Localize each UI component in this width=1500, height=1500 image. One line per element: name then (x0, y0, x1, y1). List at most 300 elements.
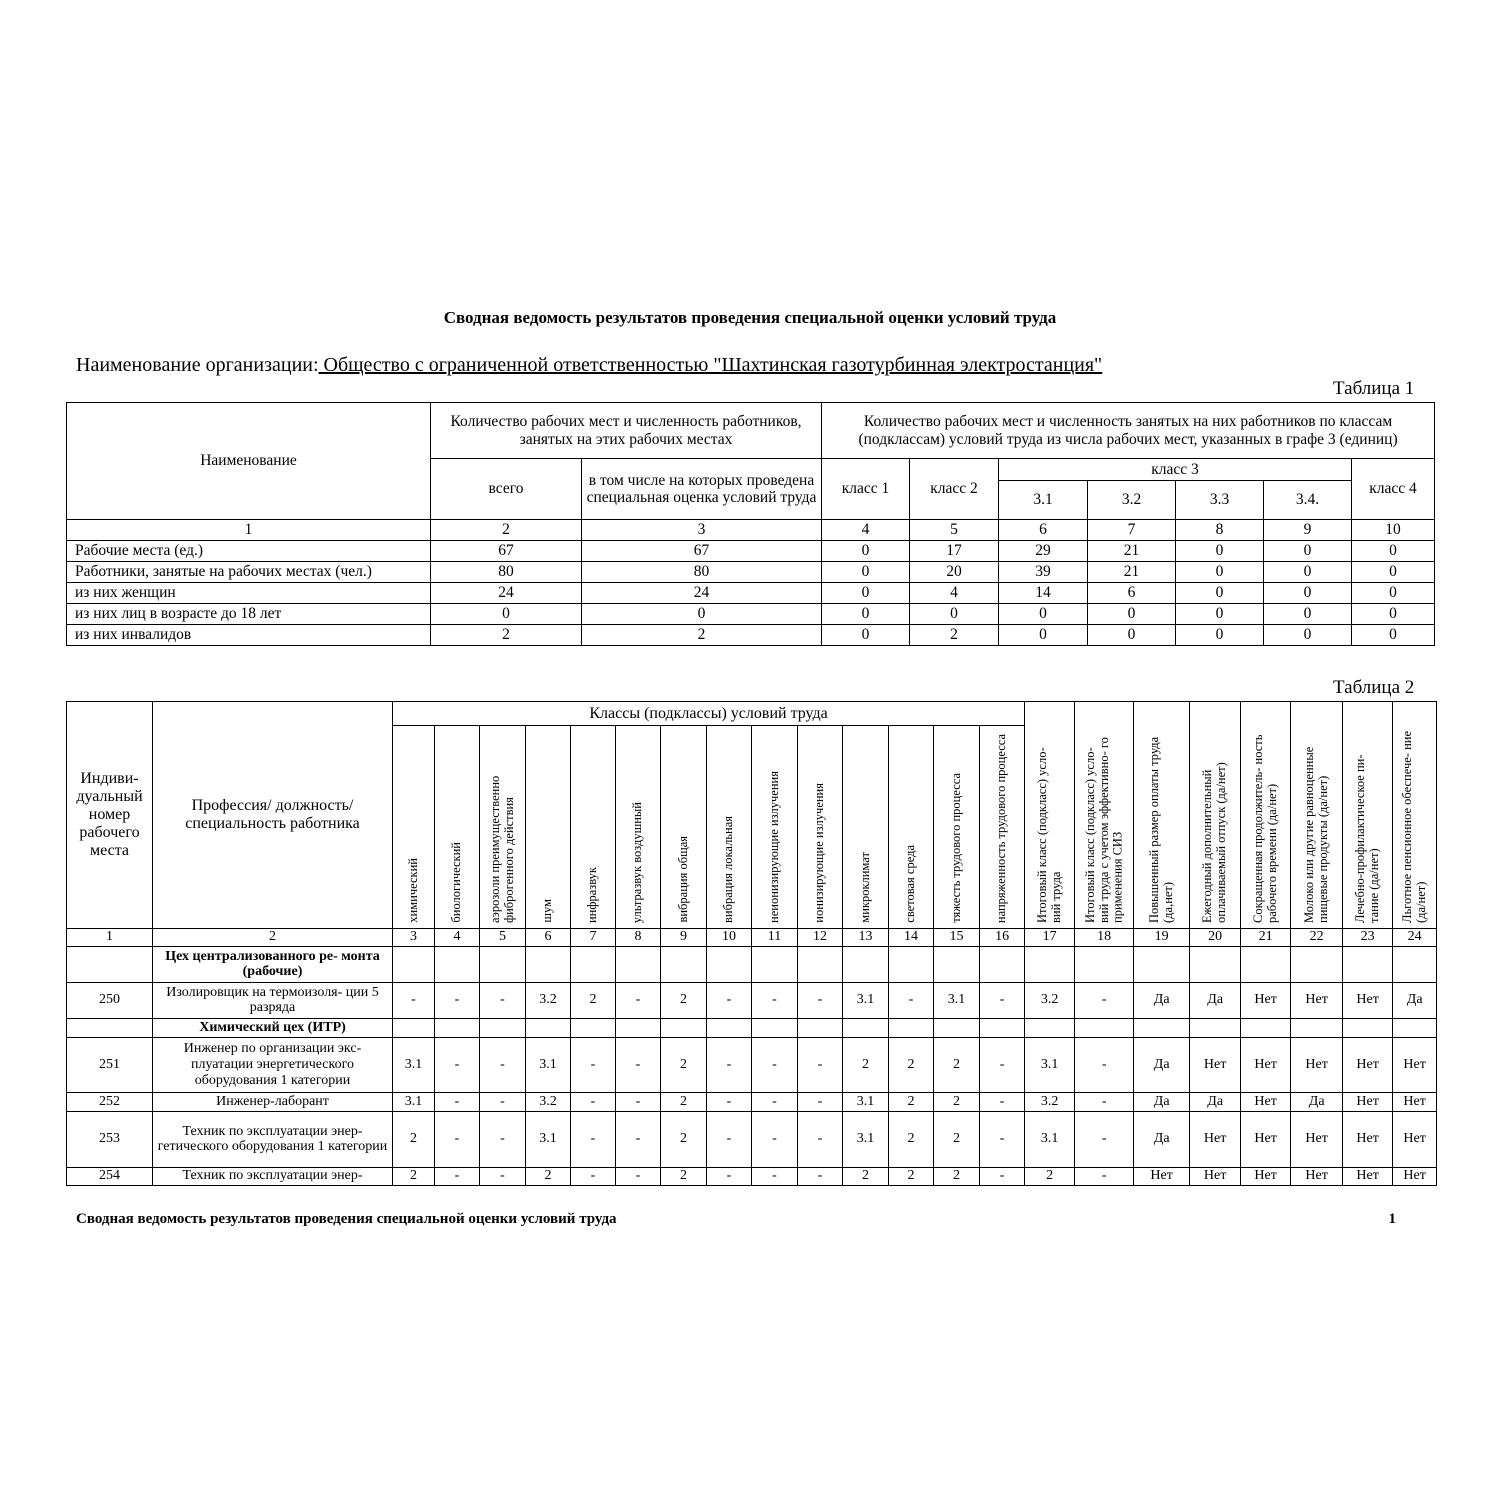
t2-cell: - (616, 1092, 661, 1111)
t2-cell: - (707, 1092, 752, 1111)
t2-cell: Нет (1343, 1092, 1393, 1111)
t2-cell: - (1075, 1092, 1134, 1111)
t2-header-factor (798, 726, 843, 929)
t2-cell: Нет (1241, 1092, 1291, 1111)
footer-text: Сводная ведомость результатов проведения специальной оценки условий труда (76, 1211, 617, 1227)
t1-col-number: 1 (67, 520, 431, 541)
t2-cell: - (393, 982, 435, 1018)
t2-cell: - (752, 1167, 798, 1185)
t2-empty-cell (889, 1018, 934, 1037)
t2-cell: Да (1291, 1092, 1343, 1111)
t2-cell: - (1075, 982, 1134, 1018)
t2-cell: - (1075, 1167, 1134, 1185)
t2-empty-cell (980, 1018, 1025, 1037)
t2-empty-cell (707, 946, 752, 982)
t1-cell: 0 (822, 583, 910, 604)
t1-cell: 0 (1176, 562, 1264, 583)
t2-cell: Нет (1393, 1111, 1437, 1167)
t1-cell: 67 (582, 541, 822, 562)
t2-data-row (67, 1092, 1437, 1111)
t2-section-row (67, 946, 1437, 982)
t2-cell: 3.2 (1025, 1092, 1075, 1111)
t2-col-number: 4 (435, 928, 480, 946)
t2-cell: 2 (571, 982, 616, 1018)
t2-cell: - (480, 1167, 526, 1185)
t1-cell: 0 (1264, 541, 1352, 562)
t1-cell: 0 (1352, 604, 1435, 625)
t2-col-number: 20 (1190, 928, 1241, 946)
t2-cell: - (798, 1167, 843, 1185)
t2-cell: - (1075, 1111, 1134, 1167)
t2-header-factor-label: ультразвук воздушный (630, 801, 645, 923)
t2-cell: - (798, 1037, 843, 1092)
t2-cell: Нет (1343, 1037, 1393, 1092)
t2-col-number: 3 (393, 928, 435, 946)
t2-cell: 3.1 (526, 1111, 571, 1167)
t2-cell: 3.1 (843, 1111, 889, 1167)
t2-header-factor (616, 726, 661, 929)
t2-col-number: 17 (1025, 928, 1075, 946)
t1-row-name: Работники, занятые на рабочих местах (чел.) (67, 562, 431, 583)
t2-header-factor-label: вибрация локальная (721, 816, 736, 923)
t2-header-factor (661, 726, 707, 929)
t2-empty-cell (889, 946, 934, 982)
t2-cell: 2 (889, 1111, 934, 1167)
t2-cell: Нет (1190, 1111, 1241, 1167)
t2-header-factor (393, 726, 435, 929)
t1-cell: 0 (1176, 541, 1264, 562)
t2-empty-cell (1075, 1018, 1134, 1037)
t2-empty-cell (1134, 946, 1190, 982)
t2-cell: Да (1190, 1092, 1241, 1111)
t2-cell: 2 (661, 1111, 707, 1167)
t2-col-number: 19 (1134, 928, 1190, 946)
t1-row (67, 583, 1435, 604)
t2-header-factor (480, 726, 526, 929)
workplace-table (66, 701, 1437, 1186)
t1-header-3-2: 3.2 (1088, 481, 1176, 520)
t1-cell: 67 (431, 541, 582, 562)
t1-row (67, 541, 1435, 562)
t1-col-number: 10 (1352, 520, 1435, 541)
t2-workplace-id: 254 (67, 1167, 153, 1185)
t2-workplace-id: 252 (67, 1092, 153, 1111)
t1-body (67, 541, 1435, 646)
t2-cell: 2 (934, 1167, 980, 1185)
t2-header-factor (843, 726, 889, 929)
t2-data-row (67, 1037, 1437, 1092)
t2-cell: - (616, 1111, 661, 1167)
t2-empty-cell (1190, 1018, 1241, 1037)
t2-empty-cell (616, 946, 661, 982)
t2-col-number: 2 (153, 928, 393, 946)
t2-col-number: 11 (752, 928, 798, 946)
t2-cell: 3.1 (843, 1092, 889, 1111)
t2-cell: Нет (1343, 1167, 1393, 1185)
t2-cell: 3.1 (843, 982, 889, 1018)
t2-col-number: 7 (571, 928, 616, 946)
t2-header-factor-label: микроклимат (857, 852, 872, 923)
t2-cell: - (707, 1167, 752, 1185)
t2-header-factor-label: химический (405, 858, 420, 923)
t2-col-number: 13 (843, 928, 889, 946)
t2-cell: Нет (1291, 1111, 1343, 1167)
t2-cell: - (798, 1092, 843, 1111)
t1-cell: 0 (1352, 562, 1435, 583)
t2-header-extra-label: Лечебно-профилактическое пи- тание (да/нет) (1352, 754, 1381, 923)
t2-empty-cell (934, 1018, 980, 1037)
t1-cell: 2 (910, 625, 999, 646)
t1-cell: 0 (1176, 625, 1264, 646)
t2-cell: 3.1 (393, 1037, 435, 1092)
t1-header-name: Наименование (67, 403, 431, 520)
t1-cell: 2 (431, 625, 582, 646)
t2-cell: Нет (1393, 1037, 1437, 1092)
t1-cell: 0 (1264, 562, 1352, 583)
t2-empty-cell (435, 1018, 480, 1037)
t2-cell: - (980, 1111, 1025, 1167)
t2-empty-cell (1025, 1018, 1075, 1037)
t2-header-factor (889, 726, 934, 929)
t2-empty-cell (435, 946, 480, 982)
t2-header-factor (571, 726, 616, 929)
t2-cell: Нет (1393, 1092, 1437, 1111)
t2-empty-cell (480, 1018, 526, 1037)
t2-cell: Нет (1343, 982, 1393, 1018)
t1-row (67, 625, 1435, 646)
t1-cell: 0 (1176, 583, 1264, 604)
t2-section-row (67, 1018, 1437, 1037)
t2-cell: - (480, 982, 526, 1018)
t2-cell: 3.1 (934, 982, 980, 1018)
t2-cell: 3.2 (1025, 982, 1075, 1018)
t2-header-factor-label: вибрация общая (675, 836, 690, 923)
t2-cell: - (571, 1092, 616, 1111)
t2-col-number: 22 (1291, 928, 1343, 946)
t2-col-number: 14 (889, 928, 934, 946)
organization-line (76, 354, 1102, 377)
t2-header-extra (1190, 702, 1241, 929)
t2-cell: - (571, 1111, 616, 1167)
t1-cell: 80 (582, 562, 822, 583)
t2-header-factor-label: ионизирующие излучения (812, 783, 827, 923)
t1-header-3-1: 3.1 (999, 481, 1088, 520)
t2-data-row (67, 1167, 1437, 1185)
t2-cell: - (435, 1167, 480, 1185)
t1-cell: 4 (910, 583, 999, 604)
t2-workplace-id: 251 (67, 1037, 153, 1092)
t2-empty-cell (843, 1018, 889, 1037)
t2-profession: Изолировщик на термоизоля- ции 5 разряда (153, 982, 393, 1018)
t1-header-total: всего (431, 459, 582, 520)
t1-cell: 0 (582, 604, 822, 625)
t2-cell: - (707, 1037, 752, 1092)
t2-col-number: 15 (934, 928, 980, 946)
t2-empty-cell (1075, 946, 1134, 982)
t2-header-profession: Профессия/ должность/ специальность работника (153, 702, 393, 929)
t2-cell: - (616, 982, 661, 1018)
t2-header-factor-label: шум (540, 899, 555, 923)
t2-empty-cell (393, 946, 435, 982)
t1-row-name: из них женщин (67, 583, 431, 604)
organization-name: Общество с ограниченной ответственностью "Шахтинская газотурбинная электростанция" (318, 354, 1103, 376)
t1-header-3-4: 3.4. (1264, 481, 1352, 520)
t2-header-factor-label: напряженность трудового процесса (994, 733, 1009, 923)
t2-cell: 2 (661, 1167, 707, 1185)
t2-profession: Инженер по организации экс- плуатации энергетического оборудования 1 категории (153, 1037, 393, 1092)
t2-header-factor (934, 726, 980, 929)
t2-empty-cell (616, 1018, 661, 1037)
t2-empty-cell (1343, 946, 1393, 982)
t2-empty-cell (843, 946, 889, 982)
t1-header-classes: Количество рабочих мест и численность занятых на них работников по классам (подклассам) условий труда из числа рабочих мест, указанных в графе 3 (единиц) (822, 403, 1435, 459)
t2-cell: 3.1 (1025, 1037, 1075, 1092)
t2-cell: 2 (843, 1037, 889, 1092)
t2-cell: - (980, 982, 1025, 1018)
t2-header-extra-label: Итоговый класс (подкласс) усло- вий труда (1034, 747, 1063, 923)
t2-cell: - (480, 1092, 526, 1111)
t1-cell: 2 (582, 625, 822, 646)
t2-header-extra-label: Сокращенная продолжитель- ность рабочего времени (да/нет) (1250, 734, 1279, 923)
t2-cell: - (707, 982, 752, 1018)
t1-col-number: 2 (431, 520, 582, 541)
t2-cell: Нет (1134, 1167, 1190, 1185)
t2-empty-cell (571, 1018, 616, 1037)
t2-cell: - (480, 1111, 526, 1167)
t1-col-number: 6 (999, 520, 1088, 541)
t1-cell: 20 (910, 562, 999, 583)
t2-empty-cell (1134, 1018, 1190, 1037)
t2-header-extra (1075, 702, 1134, 929)
t2-profession: Техник по эксплуатации энер- (153, 1167, 393, 1185)
t2-cell: 3.2 (526, 982, 571, 1018)
t2-cell: Нет (1241, 1111, 1291, 1167)
t2-col-number: 1 (67, 928, 153, 946)
t2-cell: 2 (526, 1167, 571, 1185)
t1-cell: 0 (1352, 583, 1435, 604)
t2-cell: Да (1190, 982, 1241, 1018)
t2-cell: - (571, 1167, 616, 1185)
t2-cell: - (707, 1111, 752, 1167)
t2-empty-cell (526, 946, 571, 982)
t2-header-factor (526, 726, 571, 929)
t2-header-extra (1134, 702, 1190, 929)
t2-data-row (67, 1111, 1437, 1167)
t2-cell: Нет (1241, 1037, 1291, 1092)
t2-header-factor-label: световая среда (903, 845, 918, 923)
t2-cell: 2 (393, 1111, 435, 1167)
t1-cell: 0 (822, 562, 910, 583)
document-title: Сводная ведомость результатов проведения специальной оценки условий труда (443, 308, 1057, 327)
t2-header-factor (752, 726, 798, 929)
t2-cell: 2 (661, 1092, 707, 1111)
summary-table (66, 402, 1435, 646)
t1-row-name: из них лиц в возрасте до 18 лет (67, 604, 431, 625)
t2-empty-cell (1025, 946, 1075, 982)
t2-empty-cell (480, 946, 526, 982)
t2-body (67, 946, 1437, 1185)
t2-cell: 3.1 (393, 1092, 435, 1111)
t1-cell: 24 (431, 583, 582, 604)
t2-empty-cell (980, 946, 1025, 982)
t2-cell: - (435, 1092, 480, 1111)
t2-empty-cell (1241, 946, 1291, 982)
t2-cell: - (616, 1037, 661, 1092)
t2-workplace-id: 253 (67, 1111, 153, 1167)
t2-col-number: 10 (707, 928, 752, 946)
t2-cell: - (1075, 1037, 1134, 1092)
t2-cell: - (980, 1167, 1025, 1185)
t2-cell: 3.1 (1025, 1111, 1075, 1167)
t2-section-name: Химический цех (ИТР) (153, 1018, 393, 1037)
t2-empty-cell (1291, 946, 1343, 982)
t2-header-extra-label: Молоко или другие равноценные пищевые продукты (да/нет) (1301, 746, 1330, 923)
t2-header-extra-label: Льготное пенсионное обеспече- ние (да/нет) (1399, 730, 1428, 923)
t2-header-factor (980, 726, 1025, 929)
t1-cell: 0 (1176, 604, 1264, 625)
t2-cell: - (435, 1037, 480, 1092)
t1-cell: 0 (999, 625, 1088, 646)
t2-col-number: 23 (1343, 928, 1393, 946)
t2-empty-cell (1291, 1018, 1343, 1037)
t2-header-factor-label: аэрозоли преимущественно фиброгенного действия (487, 775, 516, 923)
t2-section-id (67, 1018, 153, 1037)
t1-row (67, 562, 1435, 583)
t2-cell: - (889, 982, 934, 1018)
t1-cell: 0 (431, 604, 582, 625)
t2-cell: 2 (934, 1111, 980, 1167)
t2-profession: Техник по эксплуатации энер- гетического оборудования 1 категории (153, 1111, 393, 1167)
t1-cell: 29 (999, 541, 1088, 562)
t1-header-count: Количество рабочих мест и численность работников, занятых на этих рабочих местах (431, 403, 822, 459)
t2-empty-cell (934, 946, 980, 982)
table1-caption: Таблица 1 (1333, 378, 1415, 399)
t2-header-factor-label: тяжесть трудового процесса (948, 773, 963, 923)
t2-cell: - (798, 982, 843, 1018)
t2-cell: 3.2 (526, 1092, 571, 1111)
t1-col-number: 4 (822, 520, 910, 541)
t1-column-numbers (67, 520, 1435, 541)
t2-col-number: 6 (526, 928, 571, 946)
t2-cell: 2 (934, 1037, 980, 1092)
t2-cell: - (980, 1037, 1025, 1092)
t1-cell: 39 (999, 562, 1088, 583)
t2-cell: Нет (1241, 1167, 1291, 1185)
t1-cell: 0 (1264, 583, 1352, 604)
t2-empty-cell (661, 1018, 707, 1037)
t2-empty-cell (798, 946, 843, 982)
t2-cell: Нет (1190, 1167, 1241, 1185)
page-footer (76, 1211, 1396, 1228)
t1-cell: 0 (822, 604, 910, 625)
t2-cell: 2 (393, 1167, 435, 1185)
t2-empty-cell (752, 946, 798, 982)
t2-cell: Да (1134, 982, 1190, 1018)
t2-cell: 2 (889, 1092, 934, 1111)
t1-header-3-3: 3.3 (1176, 481, 1264, 520)
t1-col-number: 5 (910, 520, 999, 541)
t1-cell: 80 (431, 562, 582, 583)
t1-header-assessed: в том числе на которых проведена специальная оценка условий труда (582, 459, 822, 520)
t2-empty-cell (661, 946, 707, 982)
t2-header-factor (435, 726, 480, 929)
t2-col-number: 24 (1393, 928, 1437, 946)
t1-cell: 14 (999, 583, 1088, 604)
t2-header-extra (1343, 702, 1393, 929)
t2-header-id: Индиви- дуальный номер рабочего места (67, 702, 153, 929)
t1-header-class2: класс 2 (910, 459, 999, 520)
t2-section-id (67, 946, 153, 982)
t1-cell: 0 (1264, 604, 1352, 625)
t2-cell: 2 (1025, 1167, 1075, 1185)
t2-empty-cell (798, 1018, 843, 1037)
t2-empty-cell (526, 1018, 571, 1037)
t1-cell: 0 (999, 604, 1088, 625)
t2-header-extra (1241, 702, 1291, 929)
t2-col-number: 5 (480, 928, 526, 946)
t1-cell: 0 (1352, 541, 1435, 562)
t2-cell: Да (1134, 1092, 1190, 1111)
t1-header-class1: класс 1 (822, 459, 910, 520)
t1-cell: 0 (822, 625, 910, 646)
t1-cell: 0 (910, 604, 999, 625)
t2-workplace-id: 250 (67, 982, 153, 1018)
t2-cell: Да (1393, 982, 1437, 1018)
t2-header-extra (1393, 702, 1437, 929)
t2-col-number: 21 (1241, 928, 1291, 946)
t2-cell: Нет (1291, 1167, 1343, 1185)
t2-header-extra (1025, 702, 1075, 929)
t2-cell: 2 (661, 1037, 707, 1092)
t2-cell: - (752, 1111, 798, 1167)
t2-empty-cell (1190, 946, 1241, 982)
t1-cell: 0 (822, 541, 910, 562)
t2-profession: Инженер-лаборант (153, 1092, 393, 1111)
t2-header-extra-label: Повышенный размер оплаты труда (да,нет) (1146, 736, 1175, 923)
t2-empty-cell (1241, 1018, 1291, 1037)
t2-cell: 3.1 (526, 1037, 571, 1092)
t2-col-number: 8 (616, 928, 661, 946)
t1-row-name: из них инвалидов (67, 625, 431, 646)
t2-cell: 2 (661, 982, 707, 1018)
t2-cell: Нет (1241, 982, 1291, 1018)
t2-cell: Нет (1291, 982, 1343, 1018)
t2-col-number: 12 (798, 928, 843, 946)
t2-cell: - (571, 1037, 616, 1092)
t2-section-name: Цех централизованного ре- монта (рабочие) (153, 946, 393, 982)
t2-col-number: 9 (661, 928, 707, 946)
t2-header-extra (1291, 702, 1343, 929)
t2-cell: - (752, 1092, 798, 1111)
t1-header-class4: класс 4 (1352, 459, 1435, 520)
t2-cell: 2 (843, 1167, 889, 1185)
t2-empty-cell (1393, 946, 1437, 982)
t2-cell: 2 (934, 1092, 980, 1111)
t2-column-numbers (67, 928, 1437, 946)
t2-empty-cell (571, 946, 616, 982)
organization-label: Наименование организации: (76, 354, 319, 376)
t1-cell: 21 (1088, 541, 1176, 562)
t2-cell: - (435, 1111, 480, 1167)
t2-cell: Нет (1393, 1167, 1437, 1185)
t2-empty-cell (707, 1018, 752, 1037)
page-number: 1 (1388, 1211, 1396, 1227)
t2-empty-cell (393, 1018, 435, 1037)
t2-header-factor (707, 726, 752, 929)
t1-header-class3: класс 3 (999, 459, 1352, 481)
t2-empty-cell (1393, 1018, 1437, 1037)
t2-col-number: 16 (980, 928, 1025, 946)
